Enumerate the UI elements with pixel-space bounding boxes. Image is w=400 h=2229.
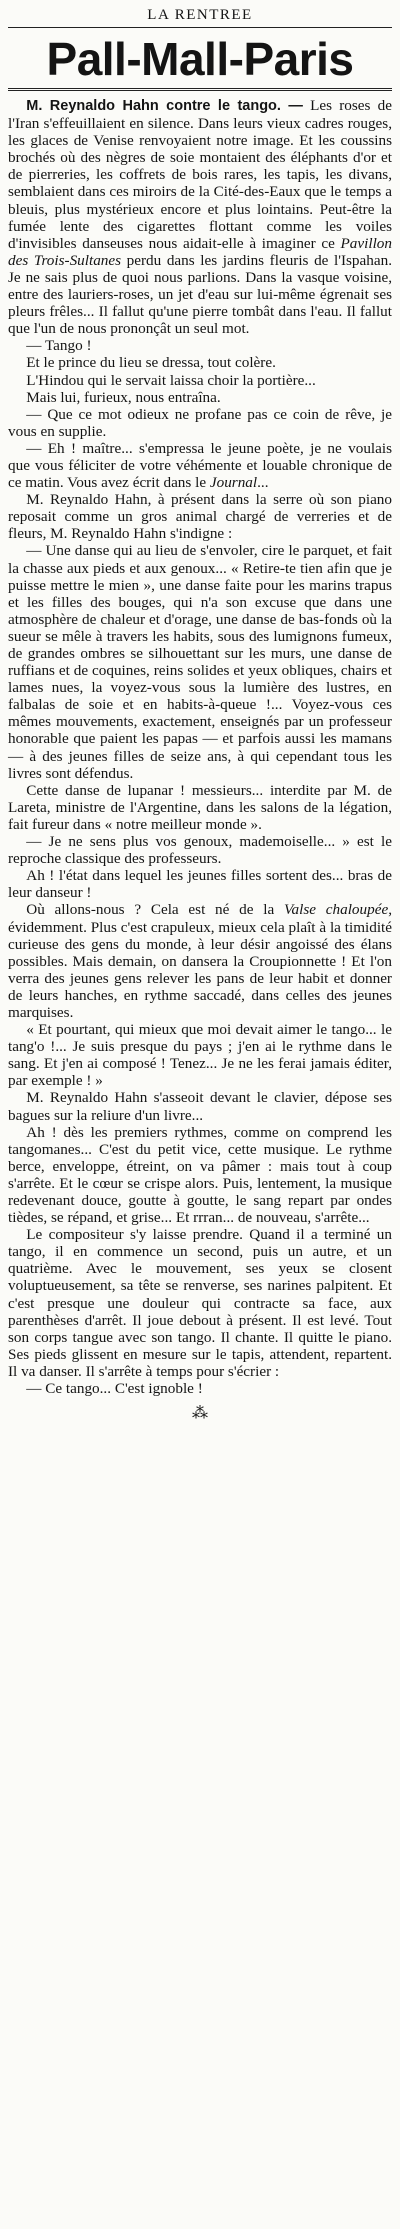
article-paragraph: Où allons-nous ? Cela est né de la Valse chaloupée, évidemment. Plus c'est crapuleux, mieux cela plaît à la timidité curieuse des gens du monde, à leur désir angoissé des élans possibles. Mais demain, on dansera la Croupionnette ! Et l'on verra des jeunes gens relever les pans de leur habit et donner de leurs hanches, en rythme saccadé, dans celles des jeunes marquises. xyxy=(8,901,392,1021)
article-paragraph: — Tango ! xyxy=(26,337,92,355)
article-paragraph: Et le prince du lieu se dressa, tout colère. xyxy=(26,354,276,372)
article-paragraph: M. Reynaldo Hahn s'asseoit devant le clavier, dépose ses bagues sur la reliure d'un livre... xyxy=(8,1089,392,1124)
article-paragraph: M. Reynaldo Hahn contre le tango. — Les roses de l'Iran s'effeuillaient en silence. Dans leurs vieux cadres rouges, les glaces de Venise renvoyaient notre image. Et les coussins brochés où des nègres de soie montaient des éléphants d'or et de pierreries, les coffrets de bois rares, les tapis, les divans, semblaient dans ces miroirs de la Cité-des-Eaux que le temps a bleuis, plus mystérieux encore et plus lointains. Peut-être la fumée lente des cigarettes flottant comme les voiles d'invisibles danseuses nous aidait-elle à imaginer ce Pavillon des Trois-Sultanes perdu dans les jardins fleuris de l'Ispahan. Je ne sais plus de quoi nous parlions. Dans la vasque voisine, entre des lauriers-roses, un jet d'eau sur lui-même égrenait ses pleurs frêles... Il fallut qu'une pierre tombât dans l'eau. Il fallut que l'un de nous prononçât un seul mot. xyxy=(8,97,392,338)
article-paragraph: — Une danse qui au lieu de s'envoler, cire le parquet, et fait la chasse aux pieds et aux genoux... « Retire-te tien afin que je puisse mettre le mien », une danse faite pour les marins trapus et les filles des bouges, qui n'a son excuse que dans une atmosphère de chaleur et d'orage, une danse de bas-fonds où la sueur se mêle à travers les habits, sous des lumignons fumeux, de grandes ombres se silhouettant sur les murs, une danse de ruffians et de coquines, reins solides et yeux obliques, chairs et lames nues, la voyez-vous sous la lumière des lustres, en falbalas de soie et en habits-à-queue !... Voyez-vous ces mêmes mouvements, exactement, enseignés par un professeur honorable que paient les papas — et parfois aussi les mamans — à des jeunes filles de seize ans, à qui cependant tous les livres sont défendus. xyxy=(8,542,392,782)
asterism-separator: ⁂ xyxy=(192,1405,208,1423)
article-paragraph: Cette danse de lupanar ! messieurs... interdite par M. de Lareta, ministre de l'Argentine, dans les salons de la légation, fait fureur dans « notre meilleur monde ». xyxy=(8,781,392,833)
article-paragraph: « Et pourtant, qui mieux que moi devait aimer le tango... le tang'o !... Je suis presque du pays ; j'en ai le rythme dans le sang. Et j'en ai composé ! Tenez... Je ne les ferai jamais éditer, par exemple ! » xyxy=(8,1021,392,1090)
article-paragraph: — Eh ! maître... s'empressa le jeune poète, je ne voulais que vous féliciter de votre véhémente et louable chronique de ce matin. Vous avez écrit dans le Journal... xyxy=(8,439,392,492)
article-paragraph: — Ce tango... C'est ignoble ! xyxy=(26,1380,203,1398)
article-paragraph: — Que ce mot odieux ne profane pas ce coin de rêve, je vous en supplie. xyxy=(8,405,392,440)
page-title: Pall-Mall-Paris xyxy=(46,33,354,85)
article-body xyxy=(8,97,392,1397)
article-paragraph: Ah ! dès les premiers rythmes, comme on comprend les tangomanes... C'est du petit vice, cette musique. Le rythme berce, enveloppe, étreint, on va pâmer : mais tout à coup s'arrête. Et le cœur se crispe alors. Puis, lentement, la musique redevenant douce, goutte à goutte, le sang repart par ondes tièdes, se répand, et grise... Et rrran... de nouveau, s'arrête... xyxy=(8,1123,392,1227)
article-paragraph: Ah ! l'état dans lequel les jeunes filles sortent des... bras de leur danseur ! xyxy=(8,867,392,902)
article-paragraph: Mais lui, furieux, nous entraîna. xyxy=(26,388,221,406)
article-paragraph: L'Hindou qui le servait laissa choir la portière... xyxy=(26,371,316,389)
title-rule xyxy=(8,88,392,91)
article-paragraph: Le compositeur s'y laisse prendre. Quand il a terminé un tango, il en commence un second, puis un autre, et un quatrième. Avec le mouvement, ses yeux se closent voluptueusement, sa tête se renverse, ses narines palpitent. Et c'est presque une douleur qui contracte sa face, aux parenthèses d'arrêt. Il joue debout à présent. Il est levé. Tout son corps tangue avec son tango. Il chante. Il quitte le piano. Ses pieds glissent en mesure sur le tapis, attendent, repartent. Il va danser. Il s'arrête à temps pour s'écrier : xyxy=(8,1226,392,1380)
section-kicker: LA RENTREE xyxy=(147,7,253,23)
top-rule xyxy=(8,27,392,28)
article-lead: M. Reynaldo Hahn contre le tango. — xyxy=(26,98,303,114)
article-paragraph: M. Reynaldo Hahn, à présent dans la serre où son piano reposait comme un gros animal chargé de verreries et de fleurs, M. Reynaldo Hahn s'indigne : xyxy=(8,491,392,543)
article-paragraph: — Je ne sens plus vos genoux, mademoiselle... » est le reproche classique des professeurs. xyxy=(8,833,392,868)
